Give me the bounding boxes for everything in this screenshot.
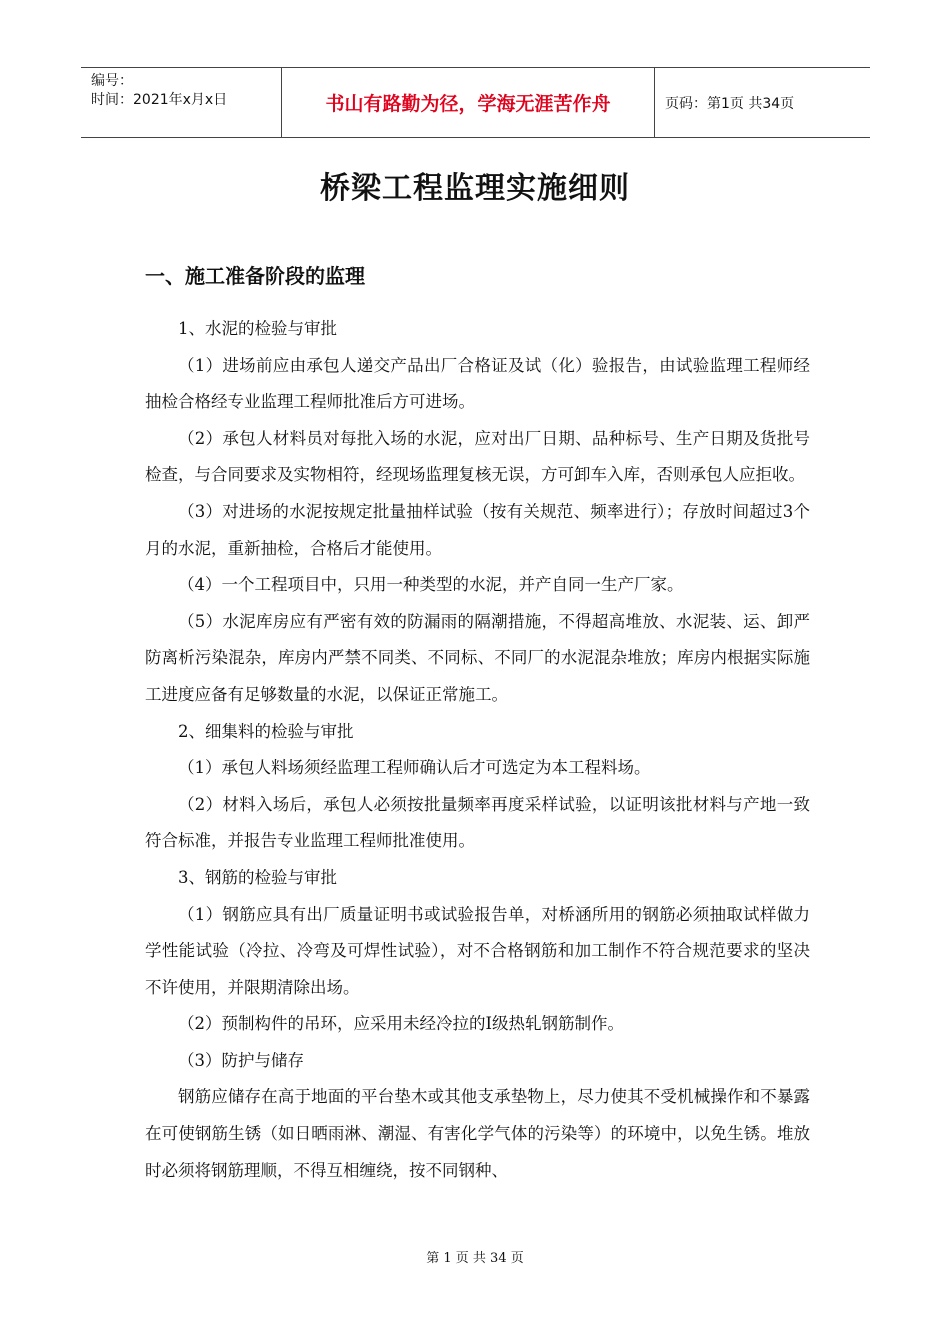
paragraph: （2）承包人材料员对每批入场的水泥，应对出厂日期、品种标号、生产日期及货批号检查，与合同要求及实物相符，经现场监理复核无误，方可卸车入库，否则承包人应拒收。: [145, 428, 810, 485]
document-time-label: 时间：2021年x月x日: [91, 92, 228, 108]
document-number-label: 编号：: [91, 73, 133, 89]
paragraph: （1）进场前应由承包人递交产品出厂合格证及试（化）验报告，由试验监理工程师经抽检合格经专业监理工程师批准后方可进场。: [145, 355, 810, 412]
paragraph: 1、水泥的检验与审批: [178, 319, 337, 338]
paragraph: （5）水泥库房应有严密有效的防漏雨的隔潮措施，不得超高堆放、水泥装、运、卸严防离析污染混杂，库房内严禁不同类、不同标、不同厂的水泥混杂堆放；库房内根据实际施工进度应备有足够数量的水泥，以保证正常施工。: [145, 611, 810, 704]
paragraph: （2）预制构件的吊环，应采用未经冷拉的Ⅰ级热轧钢筋制作。: [178, 1014, 625, 1034]
paragraph: 钢筋应储存在高于地面的平台垫木或其他支承垫物上，尽力使其不受机械操作和不暴露在可使钢筋生锈（如日晒雨淋、潮湿、有害化学气体的污染等）的环境中，以免生锈。堆放时必须将钢筋理顺，不得互相缠绕，按不同钢种、: [145, 1087, 810, 1180]
page-header: [81, 67, 870, 138]
paragraph: （4）一个工程项目中，只用一种类型的水泥，并产自同一生产厂家。: [178, 575, 684, 595]
document-title: 桥梁工程监理实施细则: [320, 171, 630, 206]
document-body: [145, 311, 810, 1189]
header-page-info: 页码：第1页 共34页: [665, 95, 795, 112]
paragraph: 2、细集料的检验与审批: [178, 721, 354, 741]
paragraph: （3）防护与储存: [178, 1050, 304, 1070]
paragraph: （3）对进场的水泥按规定批量抽样试验（按有关规范、频率进行）；存放时间超过3个月的水泥，重新抽检，合格后才能使用。: [145, 501, 810, 558]
paragraph: （1）承包人料场须经监理工程师确认后才可选定为本工程料场。: [178, 758, 651, 778]
paragraph: 3、钢筋的检验与审批: [178, 867, 337, 887]
page-footer: 第 1 页 共 34 页: [426, 1251, 524, 1266]
paragraph: （1）钢筋应具有出厂质量证明书或试验报告单，对桥涵所用的钢筋必须抽取试样做力学性能试验（冷拉、冷弯及可焊性试验），对不合格钢筋和加工制作不符合规范要求的坚决不许使用，并限期清除出场。: [145, 904, 810, 997]
section-heading: 一、施工准备阶段的监理: [145, 264, 365, 288]
header-motto: 书山有路勤为径，学海无涯苦作舟: [281, 68, 655, 137]
paragraph: （2）材料入场后，承包人必须按批量频率再度采样试验，以证明该批材料与产地一致符合标准，并报告专业监理工程师批准使用。: [145, 794, 810, 851]
header-left-cell: [81, 68, 281, 137]
